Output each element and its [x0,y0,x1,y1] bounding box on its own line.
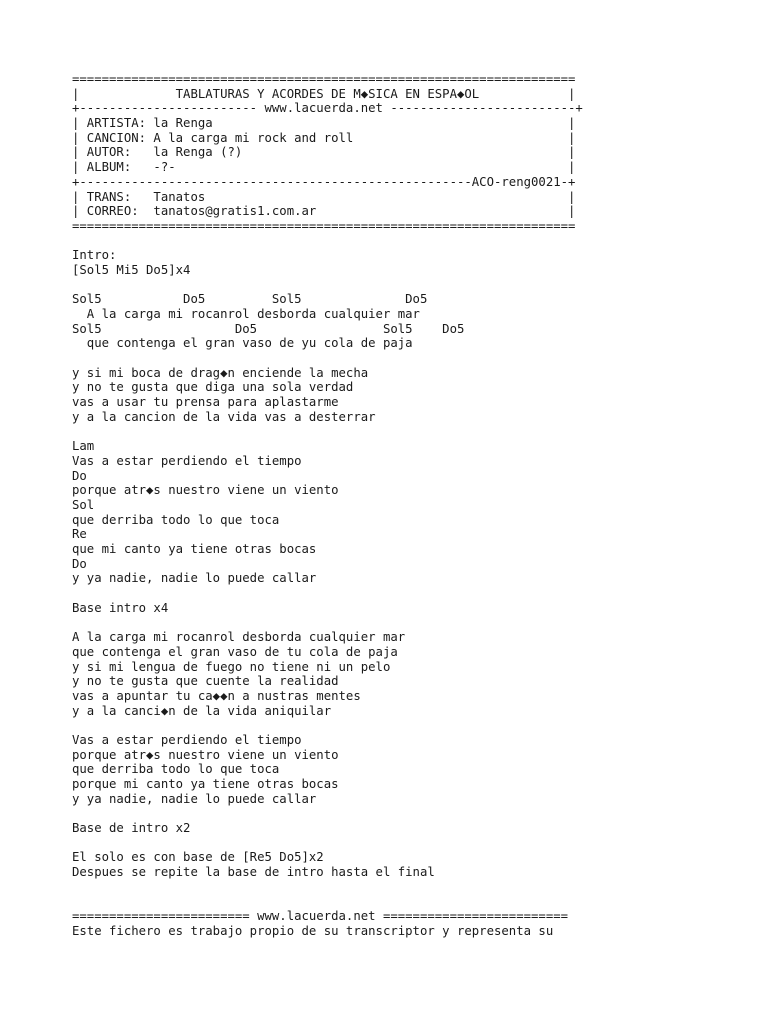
header-trans: | TRANS: Tanatos | [72,189,576,204]
chord-line: Sol [72,497,95,512]
lyric-line: A la carga mi rocanrol desborda cualquier mar [72,307,420,321]
blank-line [72,351,752,366]
lyric-line: y ya nadie, nadie lo puede callar [72,791,317,806]
blank-line [72,836,752,851]
lyric-line: porque atr◆s nuestro viene un viento [72,747,339,762]
blank-line [72,586,752,601]
header-border-top: ==================================================================== [72,72,576,86]
lyric-line: y ya nadie, nadie lo puede callar [72,571,317,586]
lyric-line: y a la canci◆n de la vida aniquilar [72,703,332,718]
lyric-line: porque mi canto ya tiene otras bocas [72,777,339,791]
blank-line [72,278,752,293]
header-artista: | ARTISTA: la Renga | [72,116,576,131]
header-autor: | AUTOR: la Renga (?) | [72,145,576,160]
blank-line [72,234,752,249]
blank-line [72,615,752,630]
chord-line: Do [72,468,87,483]
lyric-line: Vas a estar perdiendo el tiempo [72,453,302,468]
chord-line: Re [72,527,87,542]
section-heading: Base intro x4 [72,600,169,615]
blank-line [72,718,752,733]
lyric-line: A la carga mi rocanrol desborda cualquier mar [72,630,406,645]
lyric-line: y no te gusta que diga una sola verdad [72,380,354,395]
header-site-divider: +------------------------ www.lacuerda.net -------------------------+ [72,101,583,116]
lyric-line: que derriba todo lo que toca [72,762,280,777]
header-id-divider: +-----------------------------------------------------ACO-reng0021-+ [72,174,576,189]
blank-line [72,880,752,895]
lyric-line: y si mi boca de drag◆n enciende la mecha [72,365,369,380]
header-cancion: | CANCION: A la carga mi rock and roll | [72,130,576,145]
lyric-line: que mi canto ya tiene otras bocas [72,542,317,556]
blank-line [72,895,752,910]
header-album: | ALBUM: -?- | [72,160,576,175]
footer-text: Este fichero es trabajo propio de su transcriptor y representa su [72,923,554,938]
blank-line [72,806,752,821]
chord-line: Do [72,556,87,571]
note-line: Despues se repite la base de intro hasta el final [72,865,435,880]
chord-progression: [Sol5 Mi5 Do5]x4 [72,262,191,277]
lyric-line: que contenga el gran vaso de yu cola de paja [72,336,413,351]
lyric-line: vas a usar tu prensa para aplastarme [72,395,339,410]
lyric-line: que derriba todo lo que toca [72,512,280,527]
header-border-bottom: ==================================================================== [72,218,576,233]
section-heading: Intro: [72,248,117,263]
lyric-line: y no te gusta que cuente la realidad [72,674,339,689]
tab-document [72,72,752,939]
header-title: | TABLATURAS Y ACORDES DE M◆SICA EN ESPA◆OL | [72,86,576,101]
lyric-line: que contenga el gran vaso de tu cola de paja [72,644,398,659]
blank-line [72,425,752,440]
note-line: El solo es con base de [Re5 Do5]x2 [72,850,324,865]
lyric-line: Vas a estar perdiendo el tiempo [72,732,302,747]
lyric-line: y a la cancion de la vida vas a desterrar [72,409,376,424]
chord-line: Lam [72,439,95,454]
section-heading: Base de intro x2 [72,821,191,836]
header-correo: | CORREO: tanatos@gratis1.com.ar | [72,204,576,219]
chord-line: Sol5 Do5 Sol5 Do5 [72,321,465,336]
lyric-line: y si mi lengua de fuego no tiene ni un pelo [72,659,391,674]
lyric-line: vas a apuntar tu ca◆◆n a nustras mentes [72,688,361,703]
footer-divider: ======================== www.lacuerda.net ========================= [72,909,569,924]
lyric-line: porque atr◆s nuestro viene un viento [72,483,339,498]
chord-line: Sol5 Do5 Sol5 Do5 [72,292,428,307]
